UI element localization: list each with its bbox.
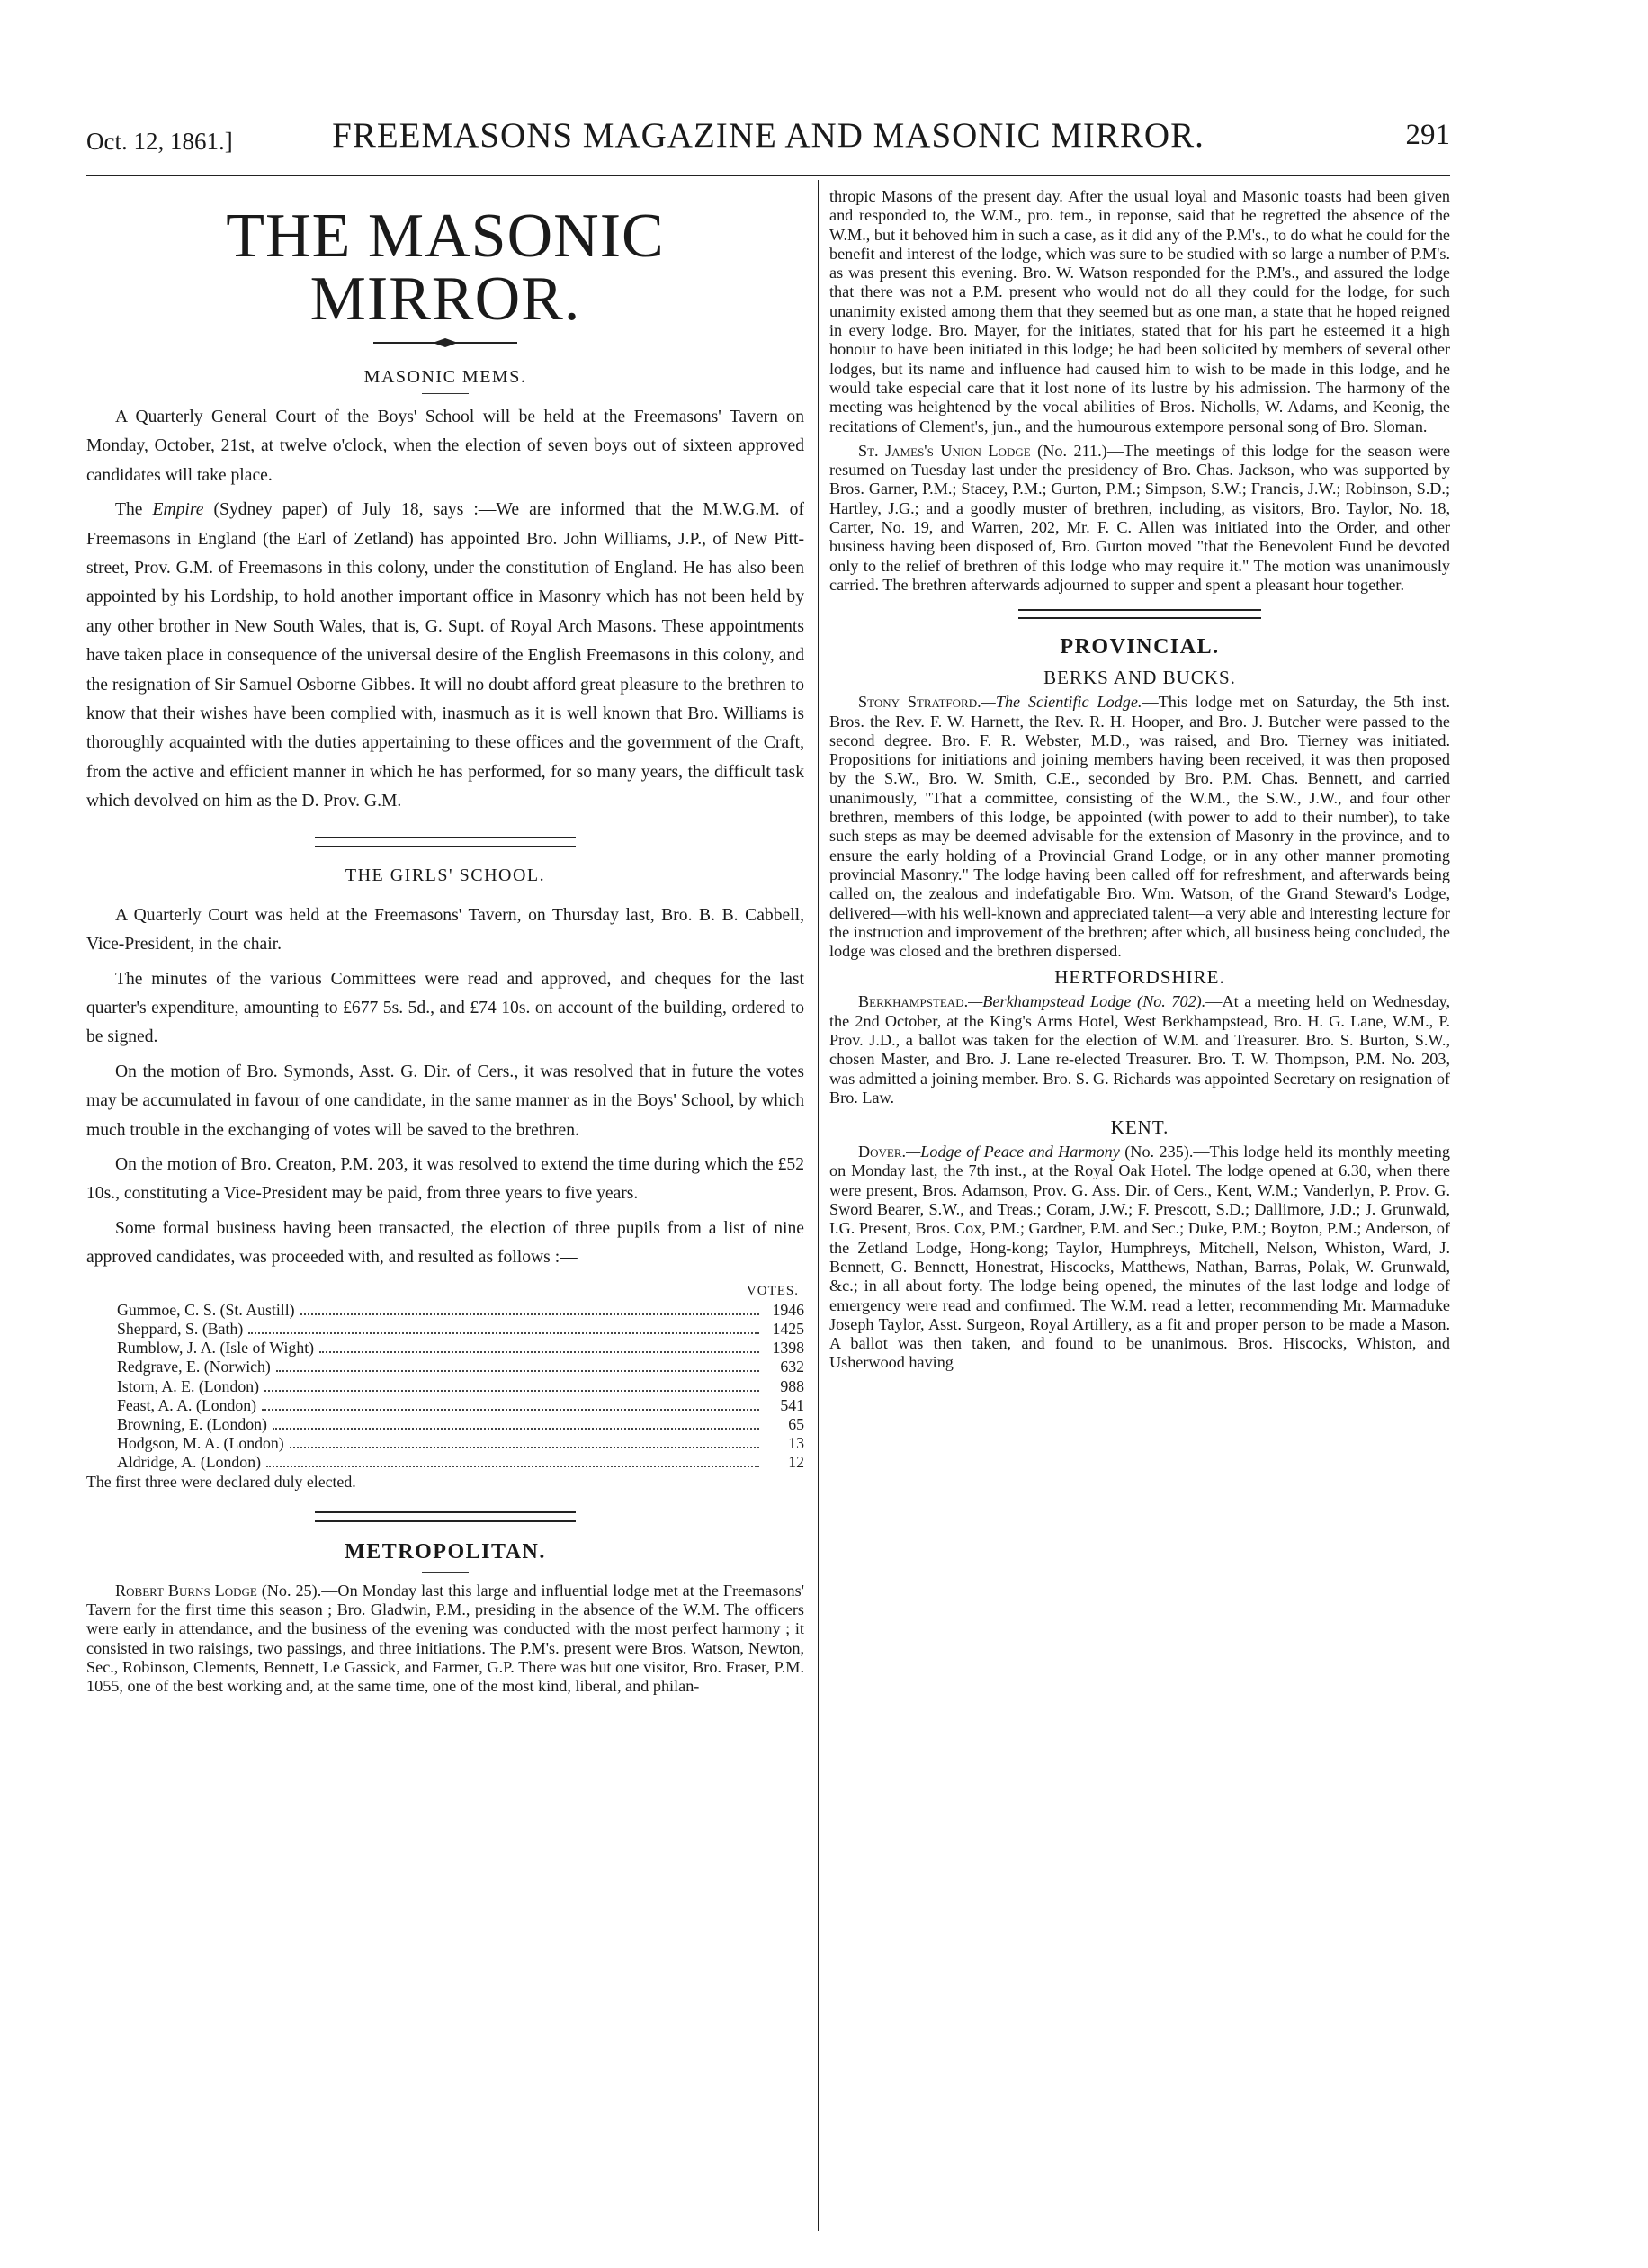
ornament-divider xyxy=(373,336,517,349)
heading-provincial: PROVINCIAL. xyxy=(1060,635,1220,659)
paragraph: Some formal business having been transacted, the election of three pupils from a list of nine approved candidates, was proceeded with, and resulted as follows :— xyxy=(86,1218,804,1268)
paragraph: St. James's Union Lodge (No. 211.)—The meetings of this lodge for the season were resumed on Tuesday last under the presidency of Bro. Chas. Jackson, who was supported by Bros. Garner, P.M.; Stacey, P.M.; Gurton, P.M.; Simpson, S.W.; Francis, J.W.; Robinson, S.D.; Hartley, J.G.; and a goodly muster of brethren, including, as visitors, Bro. Taylor, No. 18, Carter, No. 19, and Warren, 202, Mr. F. C. Allen was initiated into the Order, and other business having been disposed of, Bro. Gurton moved "that the Benevolent Fund be devoted only to the relief of brethren of this lodge who may require it." The motion was unanimously carried. The brethren afterwards adjourned to supper and spent a pleasant hour together. xyxy=(829,441,1450,594)
kent-body xyxy=(829,1143,1450,1373)
candidate-name: Rumblow, J. A. (Isle of Wight) xyxy=(117,1339,315,1358)
paragraph: On the motion of Bro. Symonds, Asst. G. Dir. of Cers., it was resolved that in future the votes may be accumulated in favour of one candidate, in the same manner as in the Boys' School, by which much trouble in the exchanging of votes will be saved to the brethren. xyxy=(86,1062,804,1140)
right-column xyxy=(829,187,1450,2232)
votes-table xyxy=(86,1282,804,1492)
paragraph: A Quarterly General Court of the Boys' School will be held at the Freemasons' Tavern on Monday, October, 21st, at twelve o'clock, when the election of seven boys out of sixteen approved candidates will take place. xyxy=(86,408,804,485)
paragraph: The minutes of the various Committees were read and approved, and cheques for the last quarter's expenditure, amounting to £677 5s. 5d., and £74 10s. on account of the building, ordered to be signed. xyxy=(86,969,804,1047)
candidate-name: Redgrave, E. (Norwich) xyxy=(117,1358,271,1376)
candidate-name: Gummoe, C. S. (St. Austill) xyxy=(117,1300,295,1319)
left-column xyxy=(86,187,804,2232)
metropolitan-body xyxy=(86,1582,804,1697)
leader-dots xyxy=(319,1351,759,1353)
heading-metropolitan: METROPOLITAN. xyxy=(345,1539,546,1564)
paragraph: Robert Burns Lodge (No. 25).—On Monday last this large and influential lodge met at the Freemasons' Tavern for the first time this season ; Bro. Gladwin, P.M., presiding in the absence of the W.M. The officers were early in attendance, and the business of the evening was conducted with the most perfect harmony ; it consisted in two raisings, two passings, and three initiations. The P.M's. present were Bros. Watson, Newton, Sec., Robinson, Clements, Bennett, Le Gassick, and Farmer, G.P. There was but one visitor, Bro. Fraser, P.M. 1055, one of the best working and, at the same time, one of the most kind, liberal, and philan- xyxy=(86,1581,804,1696)
vote-count: 13 xyxy=(788,1434,804,1453)
heading-kent: KENT. xyxy=(1110,1116,1169,1139)
heading-masonic-mems: MASONIC MEMS. xyxy=(363,367,527,387)
vote-count: 12 xyxy=(788,1453,804,1472)
votes-row xyxy=(86,1453,804,1472)
vote-count: 988 xyxy=(780,1376,804,1395)
leader-dots xyxy=(276,1370,759,1372)
votes-header: VOTES. xyxy=(746,1283,799,1298)
vote-count: 65 xyxy=(788,1414,804,1433)
herts-body xyxy=(829,992,1450,1107)
paragraph: Stony Stratford.—The Scientific Lodge.—This lodge met on Saturday, the 5th inst. Bros. the Rev. F. W. Harnett, the Rev. R. H. Hooper, and Bro. J. Butcher were passed to the second degree. Bro. F. R. Webster, M.D., was raised, and Bro. Tierney was initiated. Propositions for initiations and joining members having been received, it was then proposed by the S.W., Bro. W. Smith, C.E., seconded by Bro. P.M. Chas. Bennett, and carried unanimously, "That a committee, consisting of the W.M., the S.W., J.W., and four other brethren, members of this lodge, be appointed (with power to add to their number), to take such steps as may be deemed advisable for the extension of Masonry in the province, and to ensure the early holding of a Provincial Grand Lodge, or in any other manner promoting provincial Masonry." The lodge having been called off for refreshment, and afterwards being called on, the zealous and indefatigable Bro. Wm. Watson, of the Grand Steward's Lodge, delivered—with his well-known and appreciated talent—a very able and interesting lecture for the instruction and improvement of the brethren; after which, all business being concluded, the lodge was closed and the brethren dispersed. xyxy=(829,693,1450,961)
paragraph: thropic Masons of the present day. After the usual loyal and Masonic toasts had been given and responded to, the W.M., pro. tem., in reponse, said that he regretted the absence of the W.M., but it behoved him in such a case, as it did any of the P.M's., to do what he could for the benefit and interest of the lodge, which was sure to be studied with so large a number of P.M's. as was present this evening. Bro. W. Watson responded for the P.M's., and assured the lodge that there was not a P.M. present who would not do all they could for the lodge, for such unanimity existed among them that they seemed but as one man, a state that he hoped reigned in every lodge. Bro. Mayer, for the initiates, stated that for his part he esteemed it a high honour to have been initiated in this lodge; he had been solicited by members of several other lodges, but its name and influence had caused him to wish to be made in this lodge, and he would take especial care that it lost none of its lustre by his admission. The harmony of the meeting was heightened by the vocal abilities of Bros. Nicholls, W. Adams, and Keonig, the recitations of Clement's, jun., and the humourous extempore personal song of Bro. Sloman. xyxy=(829,187,1450,435)
girls-school-body xyxy=(86,901,804,1273)
double-rule xyxy=(315,837,576,847)
page-number: 291 xyxy=(1405,119,1450,151)
votes-row xyxy=(86,1339,804,1358)
vote-count: 1946 xyxy=(772,1300,804,1319)
votes-row xyxy=(86,1320,804,1339)
header-date: Oct. 12, 1861.] xyxy=(86,128,233,155)
leader-dots xyxy=(266,1466,759,1467)
candidate-name: Istorn, A. E. (London) xyxy=(117,1376,260,1395)
leader-dots xyxy=(273,1428,759,1430)
paragraph: The Empire (Sydney paper) of July 18, says :—We are informed that the M.W.G.M. of Freemasons in England (the Earl of Zetland) has appointed Bro. John Williams, J.P., of New Pitt-street, Prov. G.M. of Freemasons in this colony, under the constitution of England. He has also been appointed by his Lordship, to hold another important office in Masonry which has not been held by any other brother in New South Wales, that is, G. Supt. of Royal Arch Masons. These appointments have taken place in consequence of the universal desire of the English Freemasons in this colony, and the resignation of Sir Samuel Osborne Gibbes. It will no doubt afford great pleasure to the brethren to know that their wishes have been complied with, inasmuch as it is well known that Bro. Williams is thoroughly acquainted with the duties appertaining to these offices and the government of the Craft, from the active and efficient manner in which he has performed, for so many years, the difficult task which devolved on him as the D. Prov. G.M. xyxy=(86,500,804,811)
votes-row xyxy=(86,1396,804,1415)
candidate-name: Hodgson, M. A. (London) xyxy=(117,1434,284,1453)
heading-girls-school: THE GIRLS' SCHOOL. xyxy=(345,865,546,885)
mems-body xyxy=(86,403,804,817)
page-header xyxy=(86,115,1450,173)
double-rule xyxy=(315,1511,576,1522)
leader-dots xyxy=(248,1332,759,1334)
vote-count: 1398 xyxy=(772,1339,804,1358)
paragraph: A Quarterly Court was held at the Freemasons' Tavern, on Thursday last, Bro. B. B. Cabbell, Vice-President, in the chair. xyxy=(86,905,804,955)
heading-hertfordshire: HERTFORDSHIRE. xyxy=(1054,966,1225,989)
votes-row xyxy=(86,1434,804,1453)
votes-row xyxy=(86,1377,804,1396)
leader-dots xyxy=(264,1390,759,1392)
candidate-name: Browning, E. (London) xyxy=(117,1414,267,1433)
leader-dots xyxy=(262,1409,759,1411)
votes-row xyxy=(86,1415,804,1434)
column-divider xyxy=(818,180,819,2231)
leader-dots xyxy=(290,1447,759,1448)
short-rule xyxy=(422,1572,469,1573)
section-title-masonic-mirror: THE MASONIC MIRROR. xyxy=(226,202,665,334)
votes-row xyxy=(86,1358,804,1376)
candidate-name: Sheppard, S. (Bath) xyxy=(117,1319,244,1338)
metropolitan-continued xyxy=(829,187,1450,595)
leader-dots xyxy=(300,1313,759,1315)
header-rule xyxy=(86,175,1450,176)
votes-note: The first three were declared duly elected. xyxy=(86,1472,356,1491)
paragraph: Berkhampstead.—Berkhampstead Lodge (No. 702).—At a meeting held on Wednesday, the 2nd October, at the King's Arms Hotel, West Berkhampstead, Bro. H. G. Lane, W.M., P. Prov. J.D., a ballot was taken for the election of W.M. and Treasurer. Bro. S. Burton, S.W., chosen Master, and Bro. J. Lane re-elected Treasurer. Bro. T. W. Thompson, P.M. No. 203, was admitted a joining member. Bro. S. G. Richards was appointed Secretary on resignation of Bro. Law. xyxy=(829,992,1450,1107)
paragraph: Dover.—Lodge of Peace and Harmony (No. 235).—This lodge held its monthly meeting on Monday last, the 7th inst., at the Royal Oak Hotel. The lodge opened at 6.30, when there were present, Bros. Adamson, Prov. G. Ass. Dir. of Cers., Kent, W.M.; Vanderlyn, P. Prov. G. Sword Bearer, S.W., and Treas.; Coram, J.W.; F. Prescott, S.D.; Dallimore, J.D.; J. Grunwald, I.G. Present, Bros. Cox, P.M.; Gardner, P.M. and Sec.; Duke, P.M.; Boyton, P.M.; Anderson, of the Zetland Lodge, Hong-kong; Taylor, Humphreys, Mitchell, Nelson, Whiston, Ward, J. Bennett, G. Bennett, Honestrat, Hiscocks, Matthews, Nathan, Barras, Polak, W. Grunwald, &c.; in all about forty. The lodge being opened, the minutes of the last lodge and lodge of emergency were read and confirmed. The W.M. read a letter, recommending Mr. Marmaduke Joseph Taylor, Asst. Surgeon, Royal Artillery, as a fit and proper person to be made a Mason. A ballot was then taken, and found to be unanimous. Bros. Hiscocks, Whiston, and Usherwood having xyxy=(829,1143,1450,1372)
heading-berks-and-bucks: BERKS AND BUCKS. xyxy=(1043,667,1236,689)
vote-count: 632 xyxy=(780,1358,804,1376)
vote-count: 541 xyxy=(780,1395,804,1414)
votes-row xyxy=(86,1301,804,1320)
berks-body xyxy=(829,693,1450,961)
paragraph: On the motion of Bro. Creaton, P.M. 203, it was resolved to extend the time during which the £52 10s., constituting a Vice-President may be paid, from three years to five years. xyxy=(86,1154,804,1204)
header-title: FREEMASONS MAGAZINE AND MASONIC MIRROR. xyxy=(332,116,1205,155)
short-rule xyxy=(422,393,469,394)
candidate-name: Aldridge, A. (London) xyxy=(117,1453,262,1472)
candidate-name: Feast, A. A. (London) xyxy=(117,1395,257,1414)
double-rule xyxy=(1018,609,1261,619)
vote-count: 1425 xyxy=(772,1319,804,1338)
